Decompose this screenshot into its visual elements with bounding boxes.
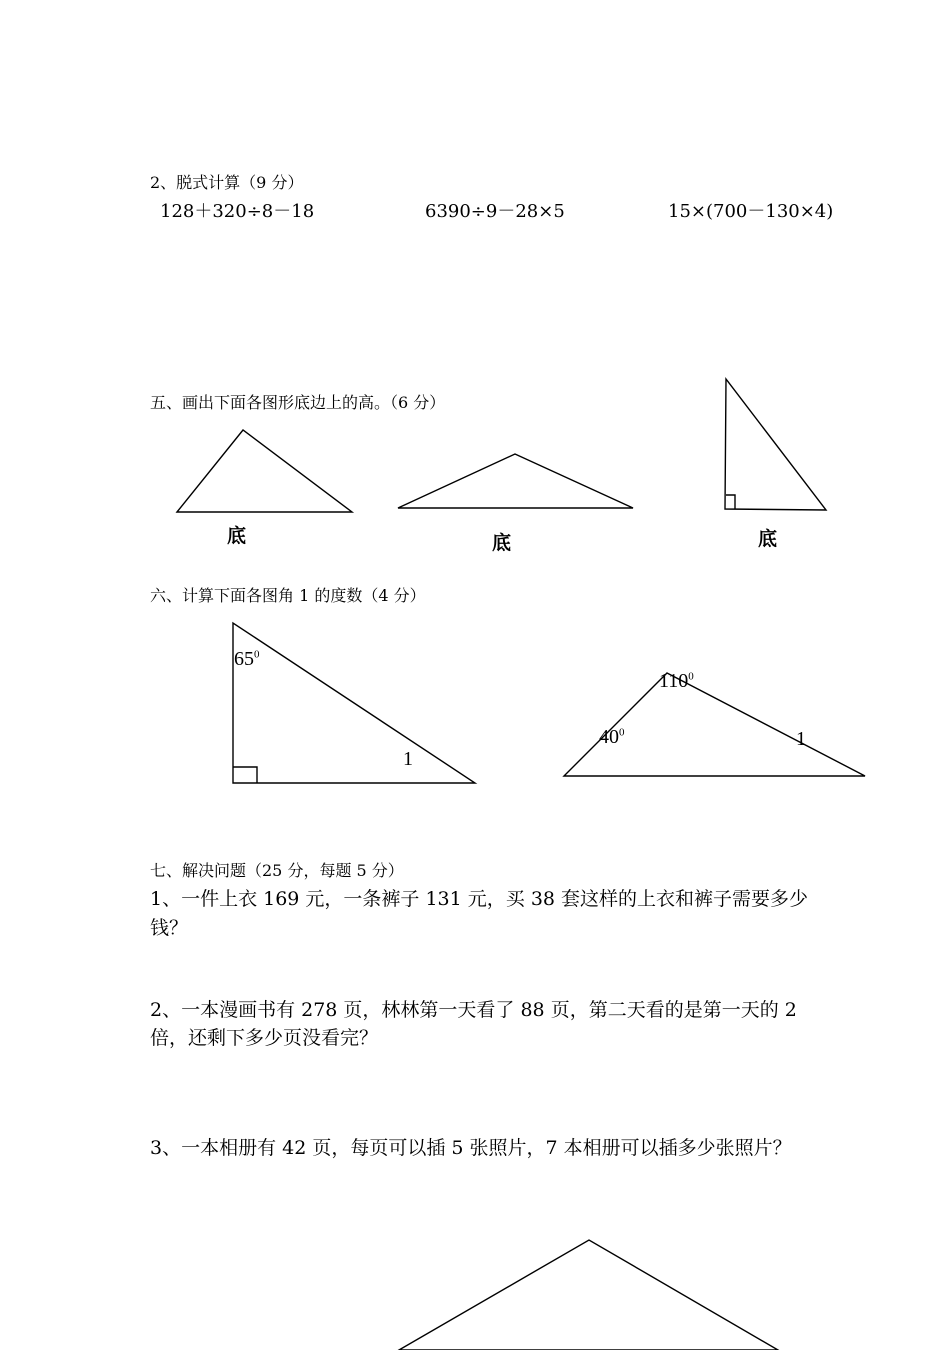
question-1-line-1: 1、一件上衣 169 元，一条裤子 131 元，买 38 套这样的上衣和裤子需要多少	[150, 888, 809, 910]
question-3: 3、一本相册有 42 页，每页可以插 5 张照片，7 本相册可以插多少张照片？	[150, 1137, 792, 1159]
angle-fig-1	[233, 623, 475, 783]
fig2-angle-left: $40^0$	[599, 726, 625, 748]
fig2-angle-top: $110^0$	[659, 670, 694, 692]
base-label-3: 底	[758, 528, 778, 550]
question-2-line-2: 倍，还剩下多少页没看完？	[150, 1027, 379, 1049]
question-1-line-2: 钱？	[150, 917, 189, 939]
fig2-angle-1: 1	[796, 728, 806, 750]
base-label-2: 底	[492, 532, 512, 554]
angle-fig-2	[564, 673, 865, 776]
question-2-line-1: 2、一本漫画书有 278 页，林林第一天看了 88 页，第二天看的是第一天的 2	[150, 999, 797, 1021]
fig1-angle-top: $65^0$	[234, 648, 260, 670]
triangle-2	[398, 454, 633, 508]
right-triangle-3	[725, 379, 826, 510]
fig1-angle-1: 1	[403, 748, 413, 770]
right-angle-mark-3	[726, 495, 735, 509]
section-5-title: 五、画出下面各图形底边上的高。（6 分）	[150, 393, 446, 412]
section-7-title: 七、解决问题（25 分，每题 5 分）	[150, 861, 404, 880]
expression-1: 128＋320÷8－18	[160, 201, 315, 222]
expression-3: 15×(700－130×4)	[668, 201, 834, 222]
section-6-title: 六、计算下面各图角 1 的度数（4 分）	[150, 586, 426, 605]
expression-2: 6390÷9－28×5	[425, 201, 565, 222]
right-angle-mark-fig-1	[233, 767, 257, 783]
triangle-1	[177, 430, 352, 512]
calc-section-title: 2、脱式计算（9 分）	[150, 173, 304, 192]
base-label-1: 底	[227, 525, 247, 547]
bottom-triangle	[399, 1240, 778, 1350]
